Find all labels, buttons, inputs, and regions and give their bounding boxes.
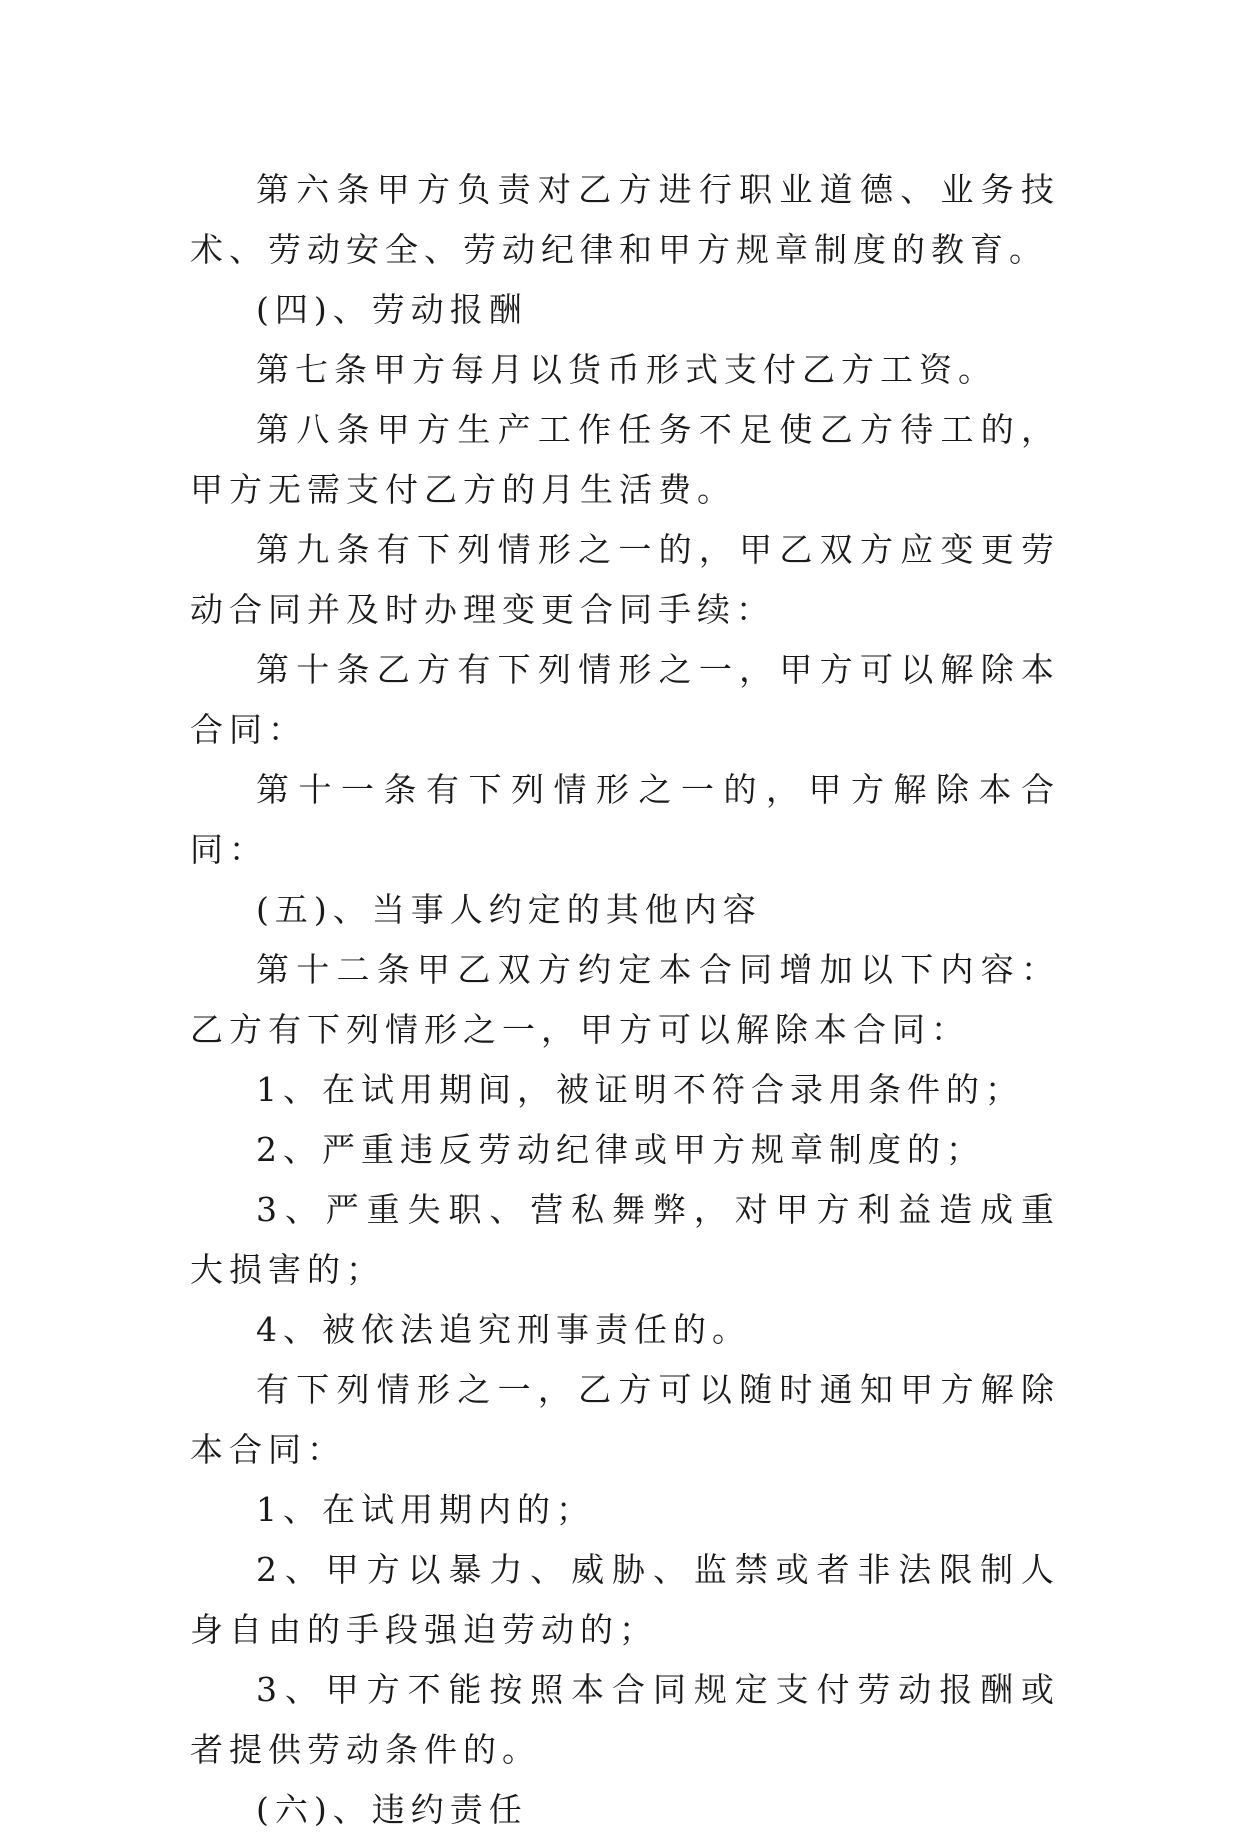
section-heading-liability: (六)、违约责任 <box>256 1790 528 1829</box>
paragraph-article-6: 第六条甲方负责对乙方进行职业道德、业务技术、劳动安全、劳动纪律和甲方规章制度的教育。 <box>190 170 1060 269</box>
list-item-employer-3: 3、甲方不能按照本合同规定支付劳动报酬或者提供劳动条件的。 <box>190 1670 1060 1769</box>
list-item-employee-2: 2、严重违反劳动纪律或甲方规章制度的； <box>256 1130 985 1169</box>
list-item-employer-1: 1、在试用期内的； <box>256 1490 595 1529</box>
paragraph-article-9: 第九条有下列情形之一的，甲乙双方应变更劳动合同并及时办理变更合同手续： <box>190 530 1060 629</box>
paragraph-article-7: 第七条甲方每月以货币形式支付乙方工资。 <box>256 350 997 389</box>
list-item-employee-4: 4、被依法追究刑事责任的。 <box>256 1310 751 1349</box>
list-item-employer-2: 2、甲方以暴力、威胁、监禁或者非法限制人身自由的手段强迫劳动的； <box>190 1550 1060 1649</box>
paragraph-article-11: 第十一条有下列情形之一的，甲方解除本合同： <box>190 770 1060 869</box>
paragraph-article-8: 第八条甲方生产工作任务不足使乙方待工的，甲方无需支付乙方的月生活费。 <box>190 410 1060 509</box>
list-item-employee-3: 3、严重失职、营私舞弊，对甲方利益造成重大损害的； <box>190 1190 1060 1289</box>
paragraph-employee-termination: 有下列情形之一，乙方可以随时通知甲方解除本合同： <box>190 1370 1060 1469</box>
document-body <box>190 160 1060 1840</box>
list-item-employee-1: 1、在试用期间，被证明不符合录用条件的； <box>256 1070 1024 1109</box>
paragraph-article-10: 第十条乙方有下列情形之一，甲方可以解除本合同： <box>190 650 1060 749</box>
paragraph-article-12: 第十二条甲乙双方约定本合同增加以下内容：乙方有下列情形之一，甲方可以解除本合同： <box>190 950 1060 1049</box>
section-heading-remuneration: (四)、劳动报酬 <box>256 290 528 329</box>
section-heading-other-content: (五)、当事人约定的其他内容 <box>256 890 762 929</box>
